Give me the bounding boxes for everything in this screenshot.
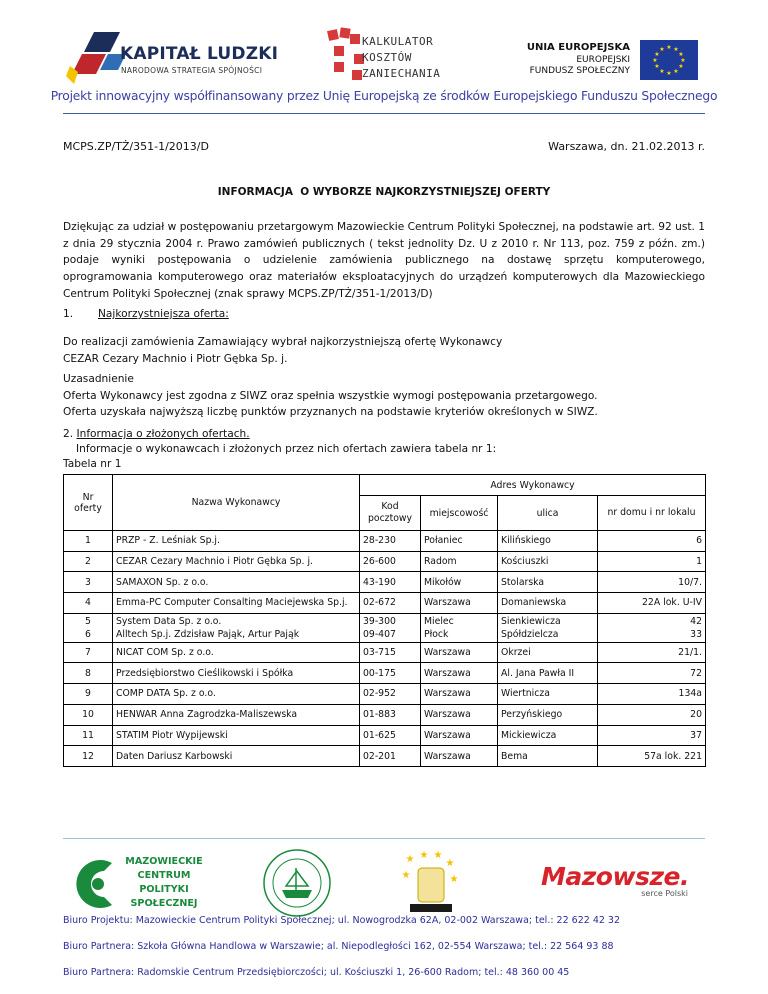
- header-nr: Nr oferty: [64, 475, 113, 531]
- justification-block: [63, 371, 705, 421]
- cell-nr: 8: [64, 663, 113, 684]
- cell-nr-stack: [64, 613, 113, 642]
- cell-postcode: 00-175: [360, 663, 421, 684]
- cell-house-stack: [598, 613, 706, 642]
- svg-text:★: ★: [654, 63, 660, 70]
- header-divider: [63, 113, 705, 114]
- cell-street: Perzyńskiego: [498, 704, 598, 725]
- cell-nr: 4: [64, 593, 113, 614]
- svg-text:★: ★: [445, 858, 455, 869]
- bidders-table: [63, 474, 706, 767]
- cell-nr: 11: [64, 725, 113, 746]
- cell-street: Mickiewicza: [498, 725, 598, 746]
- rcp-logo-icon: [396, 848, 466, 918]
- cell-city: Płock: [424, 628, 449, 640]
- calc-logo-line3: ZANIECHANIA: [362, 67, 441, 80]
- svg-text:★: ★: [678, 63, 684, 70]
- cell-name: Alltech Sp.j. Zdzisław Pająk, Artur Pająk: [116, 628, 300, 640]
- cell-city-stack: [421, 613, 498, 642]
- cell-street: Domaniewska: [498, 593, 598, 614]
- selected-offer-line: Do realizacji zamówienia Zamawiający wybrał najkorzystniejszą ofertę Wykonawcy: [63, 336, 503, 348]
- svg-text:★: ★: [666, 70, 672, 77]
- cell-street: Kościuszki: [498, 551, 598, 572]
- cell-postcode: 01-883: [360, 704, 421, 725]
- eu-line3: FUNDUSZ SPOŁECZNY: [529, 66, 630, 76]
- calc-logo-line2: KOSZTÓW: [362, 51, 412, 64]
- cell-street-stack: [498, 613, 598, 642]
- mcps-line4: SPOŁECZNEJ: [130, 898, 198, 909]
- svg-text:★: ★: [659, 46, 665, 53]
- cell-name: Daten Dariusz Karbowski: [113, 746, 360, 767]
- cell-city: Radom: [421, 551, 498, 572]
- table-row: [64, 551, 706, 572]
- cell-name: HENWAR Anna Zagrodzka-Maliszewska: [113, 704, 360, 725]
- calc-logo-line1: KALKULATOR: [362, 35, 434, 48]
- eu-line2: EUROPEJSKI: [576, 55, 630, 65]
- cell-house: 33: [690, 628, 702, 640]
- mcps-emblem-icon: [68, 853, 118, 915]
- cell-postcode: 03-715: [360, 642, 421, 663]
- justification-line1: Oferta Wykonawcy jest zgodna z SIWZ oraz spełnia wszystkie wymogi postępowania przetargowego.: [63, 389, 598, 402]
- mazowsze-text: Mazowsze.: [541, 862, 689, 891]
- case-reference: MCPS.ZP/TŻ/351-1/2013/D: [63, 140, 209, 153]
- table-row: [64, 725, 706, 746]
- cell-nr: 7: [64, 642, 113, 663]
- cell-city: Warszawa: [421, 725, 498, 746]
- cell-name: COMP DATA Sp. z o.o.: [113, 684, 360, 705]
- cell-name: NICAT COM Sp. z o.o.: [113, 642, 360, 663]
- cell-nr: 6: [85, 628, 91, 640]
- cell-city: Warszawa: [421, 663, 498, 684]
- cell-house: 1: [598, 551, 706, 572]
- section2-block: [63, 427, 496, 472]
- svg-text:★: ★: [654, 51, 660, 58]
- table-row: [64, 663, 706, 684]
- svg-text:★: ★: [666, 44, 672, 51]
- cell-street: Okrzei: [498, 642, 598, 663]
- table-row-stacked: [64, 613, 706, 642]
- cell-nr: 10: [64, 704, 113, 725]
- section2-number: 2.: [63, 428, 74, 440]
- mcps-line3: POLITYKI: [139, 884, 189, 895]
- cell-house: 10/7.: [598, 572, 706, 593]
- header-house: nr domu i nr lokalu: [598, 496, 706, 531]
- svg-text:★: ★: [405, 854, 415, 865]
- cell-postcode: 43-190: [360, 572, 421, 593]
- section1-number: 1.: [63, 308, 74, 320]
- section2-line: Informacje o wykonawcach i złożonych przez nich ofertach zawiera tabela nr 1:: [76, 443, 497, 455]
- cell-city: Warszawa: [421, 642, 498, 663]
- mazowsze-subtext: serce Polski: [641, 889, 688, 898]
- svg-text:★: ★: [673, 68, 679, 75]
- footer-divider: [63, 838, 705, 839]
- cell-name: Przedsiębiorstwo Cieślikowski i Spółka: [113, 663, 360, 684]
- cell-name: PRZP - Z. Leśniak Sp.j.: [113, 531, 360, 552]
- svg-text:★: ★: [673, 46, 679, 53]
- mazowsze-logo: [541, 862, 696, 910]
- svg-text:★: ★: [652, 57, 658, 64]
- cell-nr: 2: [64, 551, 113, 572]
- selected-contractor: CEZAR Cezary Machnio i Piotr Gębka Sp. j.: [63, 352, 288, 365]
- footer-line2: Biuro Partnera: Szkoła Główna Handlowa w Warszawie; al. Niepodległości 162, 02-554 Warszawa; tel.: 22 564 93 88: [63, 941, 614, 952]
- cell-postcode: 26-600: [360, 551, 421, 572]
- cell-postcode: 39-300: [363, 615, 396, 627]
- eu-line1: UNIA EUROPEJSKA: [526, 42, 630, 53]
- eu-flag-icon: [640, 40, 698, 80]
- svg-text:★: ★: [433, 850, 443, 861]
- cell-house: 72: [598, 663, 706, 684]
- table-row: [64, 531, 706, 552]
- eu-label: [490, 42, 630, 76]
- cell-nr: 3: [64, 572, 113, 593]
- cell-name: STATIM Piotr Wypijewski: [113, 725, 360, 746]
- cell-house: 57a lok. 221: [598, 746, 706, 767]
- svg-text:★: ★: [659, 68, 665, 75]
- table-caption: Tabela nr 1: [63, 458, 122, 470]
- cell-city: Mikołów: [421, 572, 498, 593]
- cell-postcode: 02-952: [360, 684, 421, 705]
- cell-city: Połaniec: [421, 531, 498, 552]
- table-row: [64, 704, 706, 725]
- cell-name: CEZAR Cezary Machnio i Piotr Gębka Sp. j.: [113, 551, 360, 572]
- cell-house: 42: [690, 615, 702, 627]
- cell-name: SAMAXON Sp. z o.o.: [113, 572, 360, 593]
- header-city: miejscowość: [421, 496, 498, 531]
- footer-line3: Biuro Partnera: Radomskie Centrum Przedsiębiorczości; ul. Kościuszki 1, 26-600 Radom; tel.: 48 360 00 45: [63, 967, 570, 978]
- document-title: INFORMACJA O WYBORZE NAJKORZYSTNIEJSZEJ OFERTY: [217, 186, 551, 198]
- table-row: [64, 746, 706, 767]
- header-address: Adres Wykonawcy: [360, 475, 706, 496]
- table-row: [64, 684, 706, 705]
- cell-street: Sienkiewicza: [501, 615, 561, 627]
- cell-house: 21/1.: [598, 642, 706, 663]
- cell-street: Spółdzielcza: [501, 628, 559, 640]
- cell-name: Emma-PC Computer Consalting Maciejewska Sp.j.: [113, 593, 360, 614]
- kapital-ludzki-logo-icon: [64, 30, 128, 86]
- footer-line1: Biuro Projektu: Mazowieckie Centrum Polityki Społecznej; ul. Nowogrodzka 62A, 02-002 Warszawa; tel.: 22 622 42 32: [63, 915, 621, 926]
- kapital-ludzki-title: KAPITAŁ LUDZKI: [120, 44, 279, 64]
- cell-nr: 5: [85, 615, 91, 627]
- cell-street: Kilińskiego: [498, 531, 598, 552]
- svg-text:★: ★: [419, 850, 429, 861]
- svg-text:★: ★: [401, 870, 411, 881]
- cell-city: Warszawa: [421, 684, 498, 705]
- header-postcode: Kod pocztowy: [360, 496, 421, 531]
- justification-heading: Uzasadnienie: [63, 373, 134, 385]
- header-street: ulica: [498, 496, 598, 531]
- cell-street: Bema: [498, 746, 598, 767]
- cell-name: System Data Sp. z o.o.: [116, 615, 222, 627]
- mcps-line2: CENTRUM: [137, 870, 191, 881]
- mcps-logo: [68, 853, 218, 915]
- svg-text:★: ★: [680, 57, 686, 64]
- cell-house: 20: [598, 704, 706, 725]
- cell-house: 134a: [598, 684, 706, 705]
- cell-city: Mielec: [424, 615, 454, 627]
- table-row: [64, 593, 706, 614]
- mcps-line1: MAZOWIECKIE: [125, 856, 203, 867]
- svg-text:★: ★: [678, 51, 684, 58]
- cell-city: Warszawa: [421, 593, 498, 614]
- cell-name-stack: [113, 613, 360, 642]
- project-cofinancing-line: Projekt innowacyjny współfinansowany przez Unię Europejską ze środków Europejskiego Funduszu Społecznego: [50, 89, 718, 103]
- cell-nr: 1: [64, 531, 113, 552]
- intro-paragraph: Dziękując za udział w postępowaniu przetargowym Mazowieckie Centrum Polityki Społecznej, na podstawie art. 92 ust. 1 z dnia 29 stycznia 2004 r. Prawo zamówień publicznych ( tekst jednolity Dz. U z 2010 r. Nr 113, poz. 759 z późn. zm.) podaje wyniki postępowania o udzielenie zamówienia publicznego na dostawę sprzętu komputerowego, oprogramowania komputerowego oraz materiałów eksploatacyjnych do urządzeń komputerowych dla Mazowieckiego Centrum Polityki Społecznej (znak sprawy MCPS.ZP/TŻ/351-1/2013/D): [63, 221, 705, 300]
- cell-postcode: 01-625: [360, 725, 421, 746]
- justification-line2: Oferta uzyskała najwyższą liczbę punktów przyznanych na podstawie kryteriów określonych w SIWZ.: [63, 406, 598, 419]
- cell-city: Warszawa: [421, 704, 498, 725]
- cell-house: 22A lok. U-IV: [598, 593, 706, 614]
- cell-postcode: 09-407: [363, 628, 396, 640]
- document-date: Warszawa, dn. 21.02.2013 r.: [548, 140, 705, 153]
- cell-street: Al. Jana Pawła II: [498, 663, 598, 684]
- cell-house: 6: [598, 531, 706, 552]
- table-row: [64, 642, 706, 663]
- table-row: [64, 572, 706, 593]
- cell-house: 37: [598, 725, 706, 746]
- cell-street: Wiertnicza: [498, 684, 598, 705]
- cell-postcode-stack: [360, 613, 421, 642]
- cell-postcode: 02-201: [360, 746, 421, 767]
- sgh-seal-icon: [262, 848, 332, 918]
- section2-title: Informacja o złożonych ofertach.: [76, 428, 250, 440]
- selected-offer-block: [63, 334, 705, 367]
- cell-city: Warszawa: [421, 746, 498, 767]
- cell-postcode: 28-230: [360, 531, 421, 552]
- svg-text:★: ★: [449, 874, 459, 885]
- kapital-ludzki-subtitle: NARODOWA STRATEGIA SPÓJNOŚCI: [121, 66, 263, 75]
- cell-postcode: 02-672: [360, 593, 421, 614]
- section1-title: Najkorzystniejsza oferta:: [98, 308, 229, 320]
- cell-nr: 9: [64, 684, 113, 705]
- header-name: Nazwa Wykonawcy: [113, 475, 360, 531]
- cell-nr: 12: [64, 746, 113, 767]
- cell-street: Stolarska: [498, 572, 598, 593]
